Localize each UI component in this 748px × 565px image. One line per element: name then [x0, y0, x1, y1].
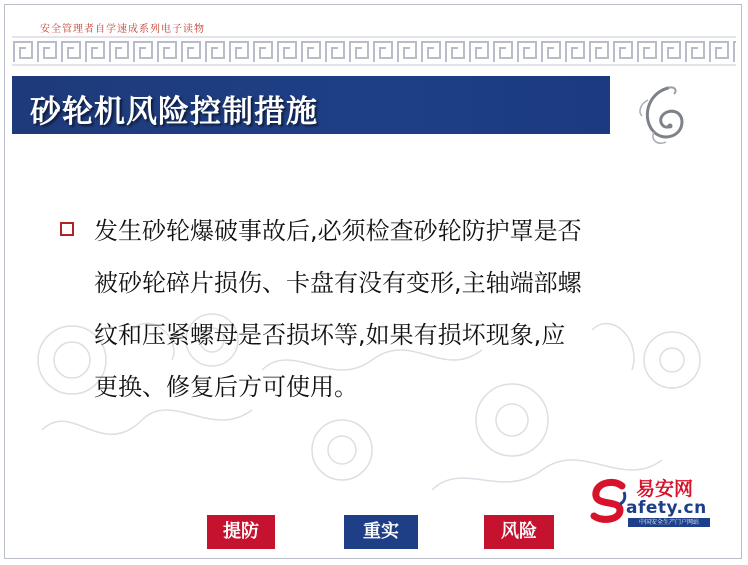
title-bar	[12, 76, 610, 134]
square-bullet-icon	[60, 222, 74, 236]
bullet-text	[94, 205, 684, 413]
bullet-line: 纹和压紧螺母是否损坏等,如果有损坏现象,应	[94, 321, 566, 349]
logo-tagline: 中国安全生产门户网站	[628, 518, 710, 527]
footer-button-tifang[interactable]: 提防	[207, 515, 275, 549]
logo-name: 易安网	[636, 478, 694, 500]
bullet-line: 更换、修复后方可使用。	[94, 373, 358, 401]
bullet-line: 被砂轮碎片损伤、卡盘有没有变形,主轴端部螺	[94, 269, 582, 297]
fret-pattern-band	[12, 36, 736, 66]
yian-logo	[588, 470, 716, 532]
header-caption: 安全管理者自学速成系列电子读物	[40, 24, 205, 35]
footer-button-zhongshi[interactable]: 重实	[344, 515, 418, 549]
swirl-ornament-icon	[628, 80, 698, 150]
slide-title: 砂轮机风险控制措施	[30, 94, 318, 130]
bullet-line: 发生砂轮爆破事故后,必须检查砂轮防护罩是否	[94, 217, 582, 245]
footer-button-fengxian[interactable]: 风险	[484, 515, 554, 549]
logo-domain: afety.cn	[626, 498, 707, 518]
